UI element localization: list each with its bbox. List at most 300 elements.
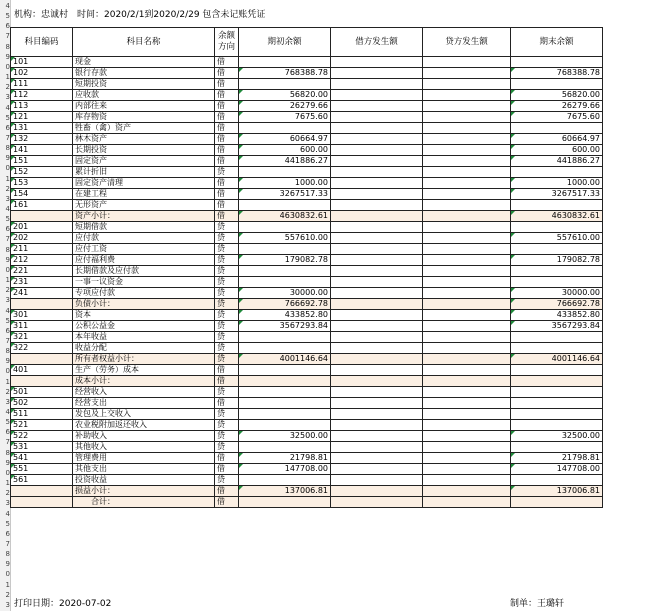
cell-direction[interactable]: 借 xyxy=(215,189,239,200)
cell-code[interactable]: 321 xyxy=(11,332,73,343)
row-number[interactable]: 6 xyxy=(5,428,10,437)
cell-credit-amount[interactable] xyxy=(423,354,511,365)
cell-credit-amount[interactable] xyxy=(423,222,511,233)
cell-code[interactable]: 502 xyxy=(11,398,73,409)
cell-direction[interactable]: 贷 xyxy=(215,299,239,310)
row-number[interactable]: 5 xyxy=(5,113,10,122)
cell-opening-balance[interactable]: 433852.80 xyxy=(239,310,331,321)
cell-opening-balance[interactable]: 768388.78 xyxy=(239,68,331,79)
cell-opening-balance[interactable] xyxy=(239,442,331,453)
cell-credit-amount[interactable] xyxy=(423,486,511,497)
cell-debit-amount[interactable] xyxy=(331,409,423,420)
cell-direction[interactable]: 借 xyxy=(215,211,239,222)
cell-debit-amount[interactable] xyxy=(331,57,423,68)
cell-credit-amount[interactable] xyxy=(423,79,511,90)
cell-name[interactable]: 负债小计： xyxy=(73,299,215,310)
cell-direction[interactable]: 借 xyxy=(215,398,239,409)
row-number[interactable]: 4 xyxy=(5,408,10,416)
cell-code[interactable]: 141 xyxy=(11,145,73,156)
row-number[interactable]: 9 xyxy=(5,560,10,569)
row-number[interactable]: 1 xyxy=(5,479,10,488)
cell-debit-amount[interactable] xyxy=(331,376,423,387)
cell-direction[interactable]: 借 xyxy=(215,376,239,387)
cell-code[interactable]: 112 xyxy=(11,90,73,101)
cell-credit-amount[interactable] xyxy=(423,156,511,167)
cell-opening-balance[interactable] xyxy=(239,365,331,376)
cell-closing-balance[interactable] xyxy=(511,332,603,343)
cell-direction[interactable]: 借 xyxy=(215,200,239,211)
cell-opening-balance[interactable]: 4001146.64 xyxy=(239,354,331,365)
cell-name[interactable]: 公积公益金 xyxy=(73,321,215,332)
cell-debit-amount[interactable] xyxy=(331,112,423,123)
cell-opening-balance[interactable] xyxy=(239,57,331,68)
cell-direction[interactable]: 借 xyxy=(215,57,239,68)
cell-opening-balance[interactable]: 441886.27 xyxy=(239,156,331,167)
cell-code[interactable]: 113 xyxy=(11,101,73,112)
cell-closing-balance[interactable] xyxy=(511,200,603,211)
cell-code[interactable]: 561 xyxy=(11,475,73,486)
cell-debit-amount[interactable] xyxy=(331,200,423,211)
cell-name[interactable]: 本年收益 xyxy=(73,332,215,343)
row-number[interactable]: 9 xyxy=(5,357,10,366)
cell-closing-balance[interactable]: 600.00 xyxy=(511,145,603,156)
cell-debit-amount[interactable] xyxy=(331,486,423,497)
cell-opening-balance[interactable] xyxy=(239,420,331,431)
cell-direction[interactable]: 借 xyxy=(215,134,239,145)
cell-code[interactable]: 212 xyxy=(11,255,73,266)
cell-credit-amount[interactable] xyxy=(423,90,511,101)
header-direction[interactable]: 余额 方向 xyxy=(215,28,239,57)
cell-debit-amount[interactable] xyxy=(331,277,423,288)
cell-name[interactable]: 银行存款 xyxy=(73,68,215,79)
cell-credit-amount[interactable] xyxy=(423,464,511,475)
cell-debit-amount[interactable] xyxy=(331,475,423,486)
row-number[interactable]: 9 xyxy=(5,458,10,467)
cell-closing-balance[interactable] xyxy=(511,222,603,233)
cell-closing-balance[interactable] xyxy=(511,57,603,68)
row-number[interactable]: 5 xyxy=(5,418,10,427)
cell-name[interactable]: 发包及上交收入 xyxy=(73,409,215,420)
cell-code[interactable]: 522 xyxy=(11,431,73,442)
cell-code[interactable]: 401 xyxy=(11,365,73,376)
header-credit-amount[interactable]: 贷方发生额 xyxy=(423,28,511,57)
cell-closing-balance[interactable] xyxy=(511,343,603,354)
cell-name[interactable]: 累计折旧 xyxy=(73,167,215,178)
row-number[interactable]: 4 xyxy=(5,103,10,112)
cell-name[interactable]: 短期借款 xyxy=(73,222,215,233)
cell-direction[interactable]: 借 xyxy=(215,156,239,167)
row-number[interactable]: 2 xyxy=(5,83,10,92)
cell-credit-amount[interactable] xyxy=(423,101,511,112)
row-number[interactable]: 8 xyxy=(5,42,10,51)
cell-name[interactable]: 一事一议资金 xyxy=(73,277,215,288)
header-name[interactable]: 科目名称 xyxy=(73,28,215,57)
cell-closing-balance[interactable]: 3567293.84 xyxy=(511,321,603,332)
cell-name[interactable]: 应付福利费 xyxy=(73,255,215,266)
cell-opening-balance[interactable] xyxy=(239,266,331,277)
cell-debit-amount[interactable] xyxy=(331,211,423,222)
cell-closing-balance[interactable] xyxy=(511,266,603,277)
row-number[interactable]: 7 xyxy=(5,235,10,244)
row-number[interactable]: 4 xyxy=(5,509,10,518)
cell-credit-amount[interactable] xyxy=(423,420,511,431)
row-number[interactable]: 7 xyxy=(5,438,10,447)
cell-credit-amount[interactable] xyxy=(423,409,511,420)
row-number[interactable]: 2 xyxy=(5,590,10,599)
cell-direction[interactable]: 贷 xyxy=(215,244,239,255)
cell-credit-amount[interactable] xyxy=(423,299,511,310)
cell-credit-amount[interactable] xyxy=(423,255,511,266)
cell-opening-balance[interactable] xyxy=(239,244,331,255)
cell-opening-balance[interactable]: 179082.78 xyxy=(239,255,331,266)
cell-closing-balance[interactable] xyxy=(511,79,603,90)
cell-name[interactable]: 成本小计： xyxy=(73,376,215,387)
cell-opening-balance[interactable] xyxy=(239,398,331,409)
cell-direction[interactable]: 贷 xyxy=(215,233,239,244)
cell-code[interactable]: 102 xyxy=(11,68,73,79)
cell-code[interactable] xyxy=(11,497,73,508)
cell-name[interactable]: 应付款 xyxy=(73,233,215,244)
cell-opening-balance[interactable]: 3567293.84 xyxy=(239,321,331,332)
cell-debit-amount[interactable] xyxy=(331,90,423,101)
cell-name[interactable]: 专项应付款 xyxy=(73,288,215,299)
cell-name[interactable]: 资产小计： xyxy=(73,211,215,222)
row-number[interactable]: 7 xyxy=(5,133,10,142)
cell-name[interactable]: 农业税附加返还收入 xyxy=(73,420,215,431)
cell-debit-amount[interactable] xyxy=(331,354,423,365)
cell-code[interactable]: 221 xyxy=(11,266,73,277)
cell-opening-balance[interactable]: 60664.97 xyxy=(239,134,331,145)
row-number[interactable]: 5 xyxy=(5,316,10,325)
cell-name[interactable]: 牲畜（禽）资产 xyxy=(73,123,215,134)
row-number[interactable]: 2 xyxy=(5,387,10,396)
cell-direction[interactable]: 贷 xyxy=(215,409,239,420)
cell-debit-amount[interactable] xyxy=(331,343,423,354)
cell-closing-balance[interactable]: 557610.00 xyxy=(511,233,603,244)
row-number[interactable]: 3 xyxy=(5,397,10,406)
cell-debit-amount[interactable] xyxy=(331,387,423,398)
cell-credit-amount[interactable] xyxy=(423,453,511,464)
cell-code[interactable] xyxy=(11,211,73,222)
cell-debit-amount[interactable] xyxy=(331,464,423,475)
cell-credit-amount[interactable] xyxy=(423,442,511,453)
cell-name[interactable]: 无形资产 xyxy=(73,200,215,211)
cell-direction[interactable]: 借 xyxy=(215,453,239,464)
cell-code[interactable]: 541 xyxy=(11,453,73,464)
cell-name[interactable]: 合计： xyxy=(73,497,215,508)
row-number[interactable]: 0 xyxy=(5,468,10,477)
cell-name[interactable]: 投资收益 xyxy=(73,475,215,486)
row-number[interactable]: 0 xyxy=(5,367,10,376)
cell-direction[interactable]: 借 xyxy=(215,486,239,497)
cell-debit-amount[interactable] xyxy=(331,145,423,156)
cell-direction[interactable]: 贷 xyxy=(215,310,239,321)
cell-opening-balance[interactable]: 3267517.33 xyxy=(239,189,331,200)
cell-code[interactable] xyxy=(11,354,73,365)
cell-code[interactable]: 154 xyxy=(11,189,73,200)
row-number[interactable]: 7 xyxy=(5,336,10,345)
cell-opening-balance[interactable]: 600.00 xyxy=(239,145,331,156)
cell-direction[interactable]: 贷 xyxy=(215,475,239,486)
cell-closing-balance[interactable] xyxy=(511,420,603,431)
cell-closing-balance[interactable] xyxy=(511,244,603,255)
cell-debit-amount[interactable] xyxy=(331,398,423,409)
cell-closing-balance[interactable] xyxy=(511,409,603,420)
cell-code[interactable]: 301 xyxy=(11,310,73,321)
cell-code[interactable]: 121 xyxy=(11,112,73,123)
cell-debit-amount[interactable] xyxy=(331,453,423,464)
cell-closing-balance[interactable] xyxy=(511,398,603,409)
cell-debit-amount[interactable] xyxy=(331,442,423,453)
cell-direction[interactable]: 借 xyxy=(215,365,239,376)
cell-debit-amount[interactable] xyxy=(331,189,423,200)
cell-credit-amount[interactable] xyxy=(423,167,511,178)
cell-debit-amount[interactable] xyxy=(331,321,423,332)
cell-credit-amount[interactable] xyxy=(423,376,511,387)
cell-closing-balance[interactable]: 1000.00 xyxy=(511,178,603,189)
row-number[interactable]: 6 xyxy=(5,123,10,132)
cell-closing-balance[interactable]: 7675.60 xyxy=(511,112,603,123)
cell-opening-balance[interactable]: 4630832.61 xyxy=(239,211,331,222)
cell-closing-balance[interactable]: 768388.78 xyxy=(511,68,603,79)
row-number[interactable]: 8 xyxy=(5,245,10,254)
cell-credit-amount[interactable] xyxy=(423,365,511,376)
cell-direction[interactable]: 借 xyxy=(215,497,239,508)
cell-opening-balance[interactable]: 1000.00 xyxy=(239,178,331,189)
row-number[interactable]: 0 xyxy=(5,62,10,71)
header-code[interactable]: 科目编码 xyxy=(11,28,73,57)
cell-name[interactable]: 短期投资 xyxy=(73,79,215,90)
cell-credit-amount[interactable] xyxy=(423,431,511,442)
cell-closing-balance[interactable] xyxy=(511,387,603,398)
cell-opening-balance[interactable] xyxy=(239,332,331,343)
row-number[interactable]: 4 xyxy=(5,306,10,315)
cell-name[interactable]: 资本 xyxy=(73,310,215,321)
cell-debit-amount[interactable] xyxy=(331,134,423,145)
cell-direction[interactable]: 借 xyxy=(215,68,239,79)
cell-closing-balance[interactable]: 30000.00 xyxy=(511,288,603,299)
cell-closing-balance[interactable]: 26279.66 xyxy=(511,101,603,112)
cell-name[interactable]: 经营收入 xyxy=(73,387,215,398)
cell-credit-amount[interactable] xyxy=(423,321,511,332)
cell-code[interactable]: 211 xyxy=(11,244,73,255)
cell-name[interactable]: 管理费用 xyxy=(73,453,215,464)
cell-name[interactable]: 在建工程 xyxy=(73,189,215,200)
cell-name[interactable]: 所有者权益小计： xyxy=(73,354,215,365)
row-number[interactable]: 5 xyxy=(5,215,10,224)
cell-credit-amount[interactable] xyxy=(423,112,511,123)
cell-code[interactable] xyxy=(11,376,73,387)
cell-closing-balance[interactable]: 766692.78 xyxy=(511,299,603,310)
cell-debit-amount[interactable] xyxy=(331,310,423,321)
cell-credit-amount[interactable] xyxy=(423,398,511,409)
cell-code[interactable]: 551 xyxy=(11,464,73,475)
cell-credit-amount[interactable] xyxy=(423,211,511,222)
cell-code[interactable]: 231 xyxy=(11,277,73,288)
cell-direction[interactable]: 贷 xyxy=(215,343,239,354)
cell-closing-balance[interactable]: 21798.81 xyxy=(511,453,603,464)
cell-closing-balance[interactable]: 60664.97 xyxy=(511,134,603,145)
cell-closing-balance[interactable] xyxy=(511,365,603,376)
cell-credit-amount[interactable] xyxy=(423,57,511,68)
cell-opening-balance[interactable] xyxy=(239,167,331,178)
cell-debit-amount[interactable] xyxy=(331,156,423,167)
row-number[interactable]: 1 xyxy=(5,174,10,183)
cell-credit-amount[interactable] xyxy=(423,123,511,134)
cell-opening-balance[interactable] xyxy=(239,409,331,420)
cell-credit-amount[interactable] xyxy=(423,266,511,277)
cell-name[interactable]: 现金 xyxy=(73,57,215,68)
row-number[interactable]: 4 xyxy=(5,2,10,10)
cell-debit-amount[interactable] xyxy=(331,233,423,244)
cell-debit-amount[interactable] xyxy=(331,178,423,189)
cell-name[interactable]: 应付工资 xyxy=(73,244,215,255)
cell-debit-amount[interactable] xyxy=(331,101,423,112)
header-closing-balance[interactable]: 期末余额 xyxy=(511,28,603,57)
cell-opening-balance[interactable] xyxy=(239,387,331,398)
cell-direction[interactable]: 贷 xyxy=(215,277,239,288)
cell-debit-amount[interactable] xyxy=(331,255,423,266)
cell-code[interactable]: 131 xyxy=(11,123,73,134)
row-number[interactable]: 1 xyxy=(5,276,10,285)
cell-closing-balance[interactable]: 4001146.64 xyxy=(511,354,603,365)
cell-name[interactable]: 收益分配 xyxy=(73,343,215,354)
cell-name[interactable]: 固定资产清理 xyxy=(73,178,215,189)
cell-closing-balance[interactable]: 179082.78 xyxy=(511,255,603,266)
cell-direction[interactable]: 借 xyxy=(215,464,239,475)
cell-closing-balance[interactable] xyxy=(511,277,603,288)
cell-opening-balance[interactable] xyxy=(239,222,331,233)
cell-debit-amount[interactable] xyxy=(331,167,423,178)
cell-closing-balance[interactable]: 433852.80 xyxy=(511,310,603,321)
cell-direction[interactable]: 贷 xyxy=(215,442,239,453)
row-number[interactable]: 3 xyxy=(5,194,10,203)
row-number[interactable]: 0 xyxy=(5,265,10,274)
cell-credit-amount[interactable] xyxy=(423,200,511,211)
row-number[interactable]: 1 xyxy=(5,73,10,82)
cell-credit-amount[interactable] xyxy=(423,332,511,343)
cell-code[interactable]: 241 xyxy=(11,288,73,299)
cell-code[interactable]: 111 xyxy=(11,79,73,90)
cell-opening-balance[interactable] xyxy=(239,79,331,90)
cell-debit-amount[interactable] xyxy=(331,266,423,277)
cell-debit-amount[interactable] xyxy=(331,222,423,233)
cell-code[interactable]: 152 xyxy=(11,167,73,178)
cell-opening-balance[interactable] xyxy=(239,343,331,354)
cell-direction[interactable]: 借 xyxy=(215,90,239,101)
cell-name[interactable]: 库存物资 xyxy=(73,112,215,123)
cell-direction[interactable]: 借 xyxy=(215,123,239,134)
cell-code[interactable]: 132 xyxy=(11,134,73,145)
cell-code[interactable]: 511 xyxy=(11,409,73,420)
row-number[interactable]: 4 xyxy=(5,205,10,213)
cell-code[interactable]: 521 xyxy=(11,420,73,431)
row-number[interactable]: 6 xyxy=(5,225,10,234)
cell-credit-amount[interactable] xyxy=(423,343,511,354)
cell-credit-amount[interactable] xyxy=(423,497,511,508)
cell-opening-balance[interactable] xyxy=(239,475,331,486)
cell-credit-amount[interactable] xyxy=(423,178,511,189)
cell-name[interactable]: 生产（劳务）成本 xyxy=(73,365,215,376)
cell-name[interactable]: 固定资产 xyxy=(73,156,215,167)
cell-direction[interactable]: 贷 xyxy=(215,431,239,442)
row-number[interactable]: 6 xyxy=(5,529,10,538)
cell-code[interactable]: 153 xyxy=(11,178,73,189)
cell-name[interactable]: 其他支出 xyxy=(73,464,215,475)
row-number[interactable]: 2 xyxy=(5,286,10,295)
cell-name[interactable]: 长期投资 xyxy=(73,145,215,156)
cell-closing-balance[interactable]: 4630832.61 xyxy=(511,211,603,222)
cell-opening-balance[interactable] xyxy=(239,376,331,387)
cell-opening-balance[interactable]: 766692.78 xyxy=(239,299,331,310)
cell-debit-amount[interactable] xyxy=(331,497,423,508)
cell-code[interactable]: 202 xyxy=(11,233,73,244)
cell-credit-amount[interactable] xyxy=(423,310,511,321)
cell-direction[interactable]: 贷 xyxy=(215,354,239,365)
header-debit-amount[interactable]: 借方发生额 xyxy=(331,28,423,57)
cell-direction[interactable]: 贷 xyxy=(215,321,239,332)
cell-debit-amount[interactable] xyxy=(331,79,423,90)
cell-code[interactable] xyxy=(11,299,73,310)
cell-name[interactable]: 其他收入 xyxy=(73,442,215,453)
row-number[interactable]: 7 xyxy=(5,32,10,41)
cell-direction[interactable]: 借 xyxy=(215,79,239,90)
cell-debit-amount[interactable] xyxy=(331,365,423,376)
header-opening-balance[interactable]: 期初余额 xyxy=(239,28,331,57)
cell-direction[interactable]: 贷 xyxy=(215,167,239,178)
cell-direction[interactable]: 贷 xyxy=(215,420,239,431)
cell-code[interactable]: 101 xyxy=(11,57,73,68)
row-number[interactable]: 9 xyxy=(5,255,10,264)
cell-name[interactable]: 长期借款及应付款 xyxy=(73,266,215,277)
row-number[interactable]: 5 xyxy=(5,12,10,21)
cell-opening-balance[interactable]: 137006.81 xyxy=(239,486,331,497)
cell-closing-balance[interactable]: 3267517.33 xyxy=(511,189,603,200)
cell-direction[interactable]: 贷 xyxy=(215,332,239,343)
cell-direction[interactable]: 借 xyxy=(215,112,239,123)
cell-code[interactable]: 501 xyxy=(11,387,73,398)
cell-credit-amount[interactable] xyxy=(423,288,511,299)
cell-name[interactable]: 应收款 xyxy=(73,90,215,101)
cell-closing-balance[interactable] xyxy=(511,475,603,486)
cell-opening-balance[interactable] xyxy=(239,277,331,288)
cell-name[interactable]: 损益小计： xyxy=(73,486,215,497)
cell-closing-balance[interactable]: 441886.27 xyxy=(511,156,603,167)
cell-opening-balance[interactable]: 7675.60 xyxy=(239,112,331,123)
cell-debit-amount[interactable] xyxy=(331,244,423,255)
row-number[interactable]: 3 xyxy=(5,600,10,609)
row-number[interactable]: 9 xyxy=(5,52,10,61)
row-number[interactable]: 3 xyxy=(5,499,10,508)
cell-credit-amount[interactable] xyxy=(423,387,511,398)
cell-credit-amount[interactable] xyxy=(423,68,511,79)
cell-direction[interactable]: 贷 xyxy=(215,288,239,299)
cell-opening-balance[interactable] xyxy=(239,123,331,134)
row-number[interactable]: 0 xyxy=(5,570,10,579)
cell-opening-balance[interactable] xyxy=(239,200,331,211)
cell-debit-amount[interactable] xyxy=(331,288,423,299)
row-number[interactable]: 1 xyxy=(5,580,10,589)
cell-debit-amount[interactable] xyxy=(331,332,423,343)
row-number[interactable]: 2 xyxy=(5,184,10,193)
cell-debit-amount[interactable] xyxy=(331,123,423,134)
cell-credit-amount[interactable] xyxy=(423,277,511,288)
row-number[interactable]: 8 xyxy=(5,144,10,153)
cell-opening-balance[interactable]: 30000.00 xyxy=(239,288,331,299)
cell-closing-balance[interactable]: 137006.81 xyxy=(511,486,603,497)
cell-opening-balance[interactable]: 26279.66 xyxy=(239,101,331,112)
cell-name[interactable]: 经营支出 xyxy=(73,398,215,409)
